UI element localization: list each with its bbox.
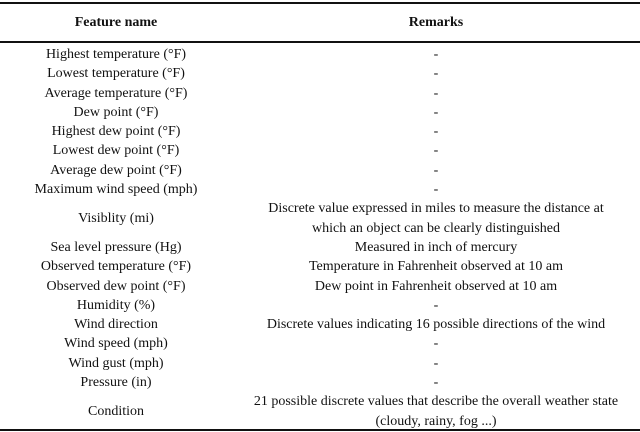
remarks-cell [232, 45, 640, 64]
remarks-cell [232, 64, 640, 83]
feature-name-cell: Average dew point (°F) [50, 162, 182, 178]
table-row [0, 103, 640, 122]
feature-name-cell: Highest temperature (°F) [45, 47, 187, 62]
remarks-line: which an object can be clearly distinguished [311, 220, 561, 236]
remarks-cell [232, 373, 640, 392]
remarks-line: Discrete values indicating 16 possible directions of the wind [266, 317, 606, 333]
remarks-cell [232, 199, 640, 238]
table-body [0, 45, 640, 431]
remarks-line: - [433, 182, 439, 198]
feature-name-cell: Visiblity (mi) [78, 211, 154, 227]
table-row [0, 392, 640, 431]
table-row [0, 180, 640, 199]
feature-name-cell: Observed dew point (°F) [46, 278, 186, 294]
table-row [0, 277, 640, 296]
remarks-line: - [433, 47, 439, 62]
feature-name-cell: Wind gust (mph) [68, 355, 164, 371]
remarks-line: - [433, 355, 439, 371]
remarks-cell [232, 122, 640, 141]
remarks-cell [232, 161, 640, 180]
table-row [0, 238, 640, 257]
table-header [0, 4, 640, 41]
remarks-cell [232, 315, 640, 334]
table-row [0, 257, 640, 276]
table-row [0, 334, 640, 353]
feature-name-cell: Average temperature (°F) [44, 85, 188, 101]
remarks-line: (cloudy, rainy, fog ...) [375, 413, 497, 429]
remarks-cell [232, 392, 640, 431]
remarks-cell [232, 334, 640, 353]
header-rule [0, 41, 640, 43]
table-row [0, 354, 640, 373]
remarks-line: - [433, 104, 439, 120]
remarks-line: - [433, 336, 439, 352]
remarks-line: Temperature in Fahrenheit observed at 10 am [308, 259, 564, 275]
table-row [0, 315, 640, 334]
remarks-line: - [433, 297, 439, 313]
remarks-line: 21 possible discrete values that describe the overall weather state [253, 394, 619, 410]
feature-name-cell: Humidity (%) [76, 297, 156, 313]
remarks-cell [232, 354, 640, 373]
remarks-line: Measured in inch of mercury [354, 239, 518, 255]
feature-name-cell: Lowest dew point (°F) [52, 143, 180, 159]
remarks-line: Dew point in Fahrenheit observed at 10 am [314, 278, 558, 294]
bottom-rule [0, 429, 640, 431]
table-row [0, 45, 640, 64]
remarks-cell [232, 141, 640, 160]
remarks-line: - [433, 375, 439, 391]
feature-name-cell: Dew point (°F) [73, 104, 159, 120]
feature-name-cell: Lowest temperature (°F) [47, 66, 185, 82]
remarks-cell [232, 257, 640, 276]
header-remarks: Remarks [408, 14, 464, 30]
remarks-cell [232, 296, 640, 315]
remarks-cell [232, 238, 640, 257]
feature-name-cell: Wind direction [74, 317, 158, 333]
feature-name-cell: Pressure (in) [80, 375, 152, 391]
table-row [0, 161, 640, 180]
feature-name-cell: Sea level pressure (Hg) [50, 239, 182, 255]
table-row [0, 64, 640, 83]
remarks-line: - [433, 124, 439, 140]
remarks-line: - [433, 143, 439, 159]
remarks-cell [232, 103, 640, 122]
feature-name-cell: Maximum wind speed (mph) [34, 182, 198, 198]
remarks-cell [232, 277, 640, 296]
table-row [0, 199, 640, 238]
feature-name-cell: Highest dew point (°F) [51, 124, 181, 140]
feature-name-cell: Observed temperature (°F) [40, 259, 192, 275]
remarks-cell [232, 180, 640, 199]
header-feature-name: Feature name [74, 14, 158, 30]
table-row [0, 84, 640, 103]
table-row [0, 122, 640, 141]
table-row [0, 141, 640, 160]
remarks-line: Discrete value expressed in miles to measure the distance at [268, 201, 604, 217]
remarks-line: - [433, 85, 439, 101]
table-row [0, 296, 640, 315]
feature-name-cell: Wind speed (mph) [64, 336, 168, 352]
remarks-line: - [433, 162, 439, 178]
remarks-line: - [433, 66, 439, 82]
table-row [0, 373, 640, 392]
remarks-cell [232, 84, 640, 103]
feature-name-cell: Condition [87, 403, 144, 419]
